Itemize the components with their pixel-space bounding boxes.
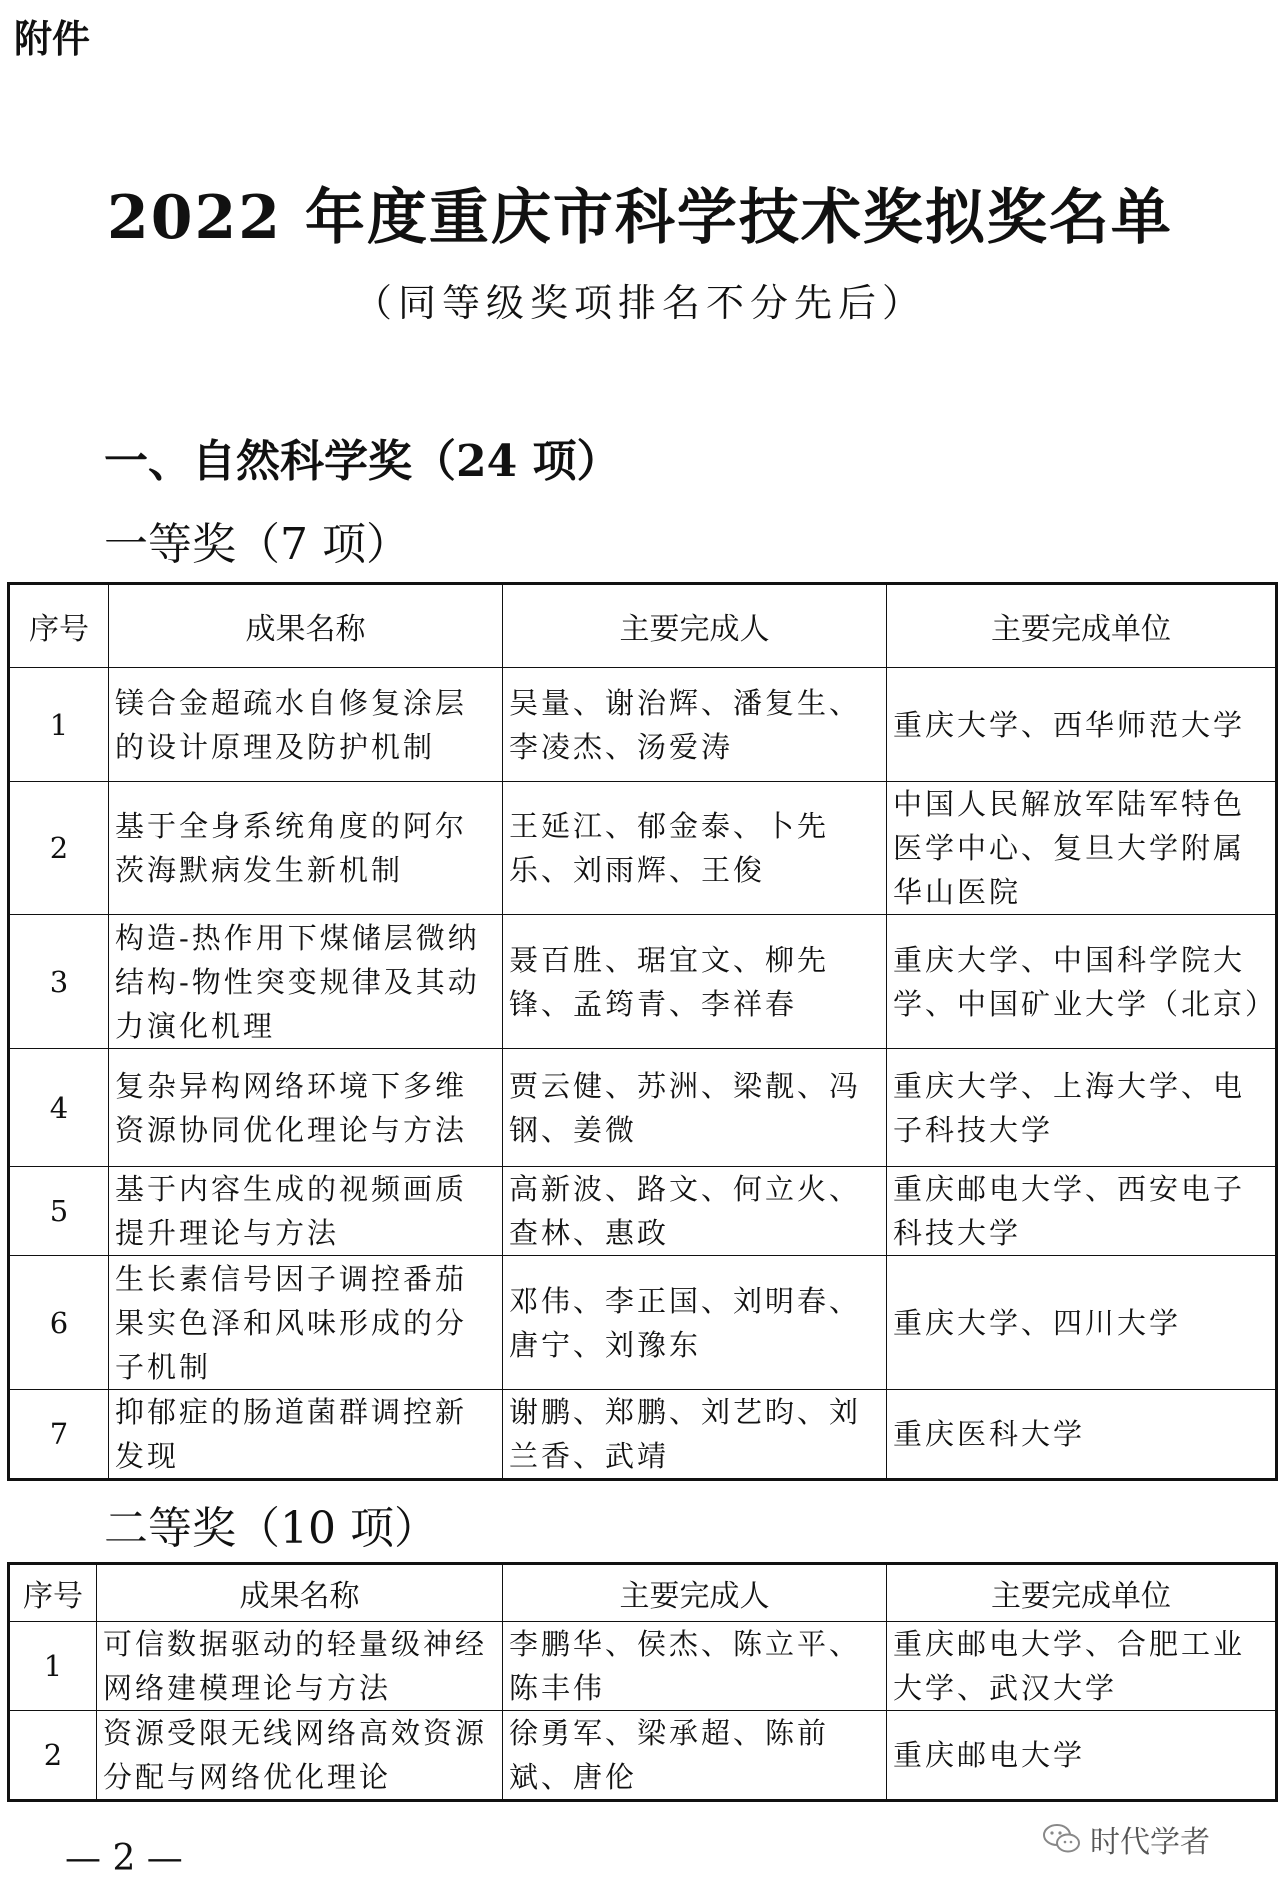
column-header: 序号 (9, 1564, 97, 1622)
column-header: 主要完成单位 (887, 1564, 1277, 1622)
main-institutions: 重庆邮电大学、合肥工业大学、武汉大学 (887, 1622, 1277, 1711)
watermark-text: 时代学者 (1090, 1825, 1210, 1860)
achievement-name: 资源受限无线网络高效资源分配与网络优化理论 (97, 1711, 503, 1801)
main-institutions: 重庆大学、中国科学院大学、中国矿业大学（北京） (887, 915, 1277, 1049)
main-contributors: 谢鹏、郑鹏、刘艺昀、刘兰香、武靖 (503, 1390, 887, 1480)
row-number: 7 (9, 1390, 109, 1480)
achievement-name: 复杂异构网络环境下多维资源协同优化理论与方法 (109, 1049, 503, 1167)
row-number: 3 (9, 915, 109, 1049)
table-row (9, 1711, 1277, 1801)
main-contributors: 徐勇军、梁承超、陈前斌、唐伦 (503, 1711, 887, 1801)
second-prize-table (7, 1562, 1278, 1802)
main-contributors: 王延江、郁金泰、卜先乐、刘雨辉、王俊 (503, 782, 887, 915)
table-row (9, 782, 1277, 915)
table-header-row (9, 1564, 1277, 1622)
watermark (1042, 1817, 1210, 1861)
row-number: 2 (9, 782, 109, 915)
column-header: 主要完成人 (503, 1564, 887, 1622)
table-row (9, 1049, 1277, 1167)
table-row (9, 668, 1277, 782)
table-row (9, 1622, 1277, 1711)
achievement-name: 生长素信号因子调控番茄果实色泽和风味形成的分子机制 (109, 1256, 503, 1390)
achievement-name: 基于全身系统角度的阿尔茨海默病发生新机制 (109, 782, 503, 915)
main-contributors: 贾云健、苏洲、梁靓、冯钢、姜微 (503, 1049, 887, 1167)
main-contributors: 聂百胜、琚宜文、柳先锋、孟筠青、李祥春 (503, 915, 887, 1049)
row-number: 5 (9, 1167, 109, 1256)
achievement-name: 基于内容生成的视频画质提升理论与方法 (109, 1167, 503, 1256)
achievement-name: 抑郁症的肠道菌群调控新发现 (109, 1390, 503, 1480)
chat-bubbles-icon (1042, 1822, 1082, 1856)
first-prize-heading: 一等奖（7 项） (104, 519, 410, 570)
second-prize-heading: 二等奖（10 项） (104, 1503, 438, 1554)
table-row (9, 1390, 1277, 1480)
main-institutions: 重庆大学、四川大学 (887, 1256, 1277, 1390)
main-institutions: 中国人民解放军陆军特色医学中心、复旦大学附属华山医院 (887, 782, 1277, 915)
achievement-name: 构造-热作用下煤储层微纳结构-物性突变规律及其动力演化机理 (109, 915, 503, 1049)
achievement-name: 可信数据驱动的轻量级神经网络建模理论与方法 (97, 1622, 503, 1711)
table-header-row (9, 584, 1277, 668)
main-institutions: 重庆邮电大学、西安电子科技大学 (887, 1167, 1277, 1256)
row-number: 1 (9, 668, 109, 782)
main-contributors: 邓伟、李正国、刘明春、唐宁、刘豫东 (503, 1256, 887, 1390)
document-title: 2022 年度重庆市科学技术奖拟奖名单 (107, 183, 1173, 253)
main-contributors: 高新波、路文、何立火、查林、惠政 (503, 1167, 887, 1256)
main-contributors: 吴量、谢治辉、潘复生、李凌杰、汤爱涛 (503, 668, 887, 782)
main-contributors: 李鹏华、侯杰、陈立平、陈丰伟 (503, 1622, 887, 1711)
main-institutions: 重庆邮电大学 (887, 1711, 1277, 1801)
row-number: 2 (9, 1711, 97, 1801)
column-header: 成果名称 (109, 584, 503, 668)
attachment-label: 附件 (14, 17, 91, 61)
column-header: 成果名称 (97, 1564, 503, 1622)
page-number: — 2 — (65, 1838, 183, 1879)
document-subtitle: （同等级奖项排名不分先后） (353, 281, 926, 325)
column-header: 序号 (9, 584, 109, 668)
main-institutions: 重庆医科大学 (887, 1390, 1277, 1480)
section-heading: 一、自然科学奖（24 项） (104, 436, 621, 487)
achievement-name: 镁合金超疏水自修复涂层的设计原理及防护机制 (109, 668, 503, 782)
first-prize-table (7, 582, 1278, 1481)
column-header: 主要完成人 (503, 584, 887, 668)
row-number: 1 (9, 1622, 97, 1711)
table-row (9, 1256, 1277, 1390)
main-institutions: 重庆大学、上海大学、电子科技大学 (887, 1049, 1277, 1167)
table-row (9, 915, 1277, 1049)
main-institutions: 重庆大学、西华师范大学 (887, 668, 1277, 782)
table-row (9, 1167, 1277, 1256)
row-number: 4 (9, 1049, 109, 1167)
column-header: 主要完成单位 (887, 584, 1277, 668)
row-number: 6 (9, 1256, 109, 1390)
